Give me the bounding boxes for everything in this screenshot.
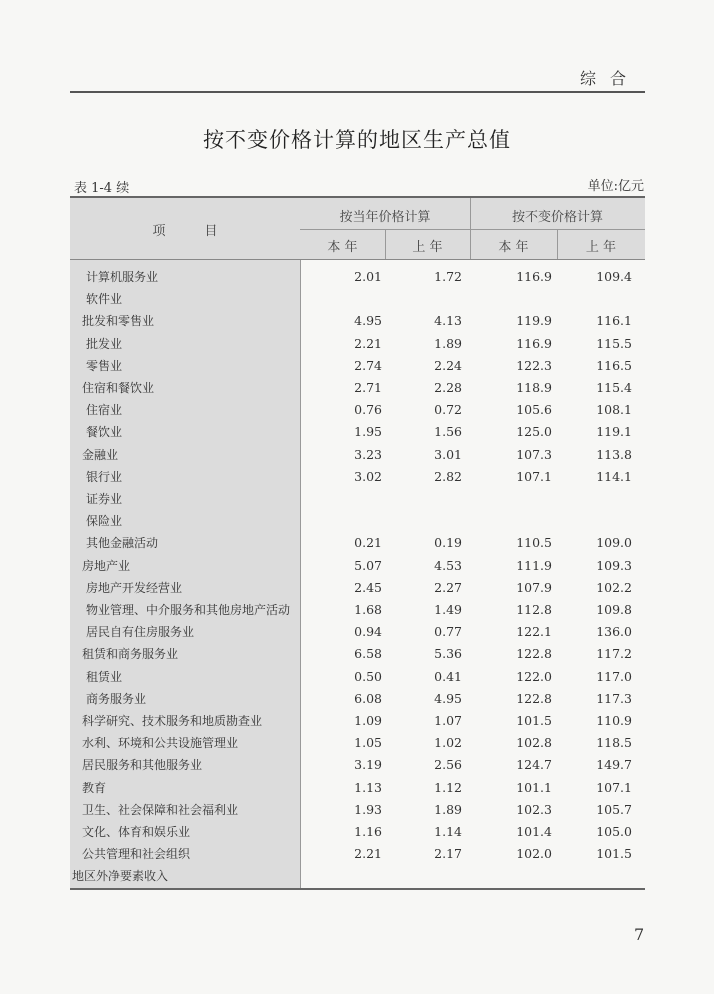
row-label: 保险业 [86, 514, 123, 529]
cell-value: 116.5 [596, 357, 632, 373]
cell-value: 116.9 [516, 335, 552, 351]
cell-value: 112.8 [516, 602, 552, 617]
cell-value: 0.77 [434, 624, 462, 640]
cell-value: 110.5 [516, 535, 552, 551]
cell-value: 119.1 [596, 424, 632, 440]
cell-value: 2.27 [434, 579, 462, 595]
row-label: 租赁和商务服务业 [82, 647, 179, 662]
cell-value: 109.3 [596, 557, 632, 573]
cell-value: 0.21 [354, 535, 382, 551]
cell-value: 101.5 [516, 713, 552, 728]
cell-value: 4.53 [434, 557, 462, 573]
cell-value: 1.13 [354, 779, 382, 795]
cell-value: 2.56 [434, 757, 462, 773]
row-label: 水利、环境和公共设施管理业 [82, 736, 239, 751]
cell-value: 1.16 [354, 824, 382, 839]
cell-value: 2.21 [354, 846, 382, 862]
cell-value: 3.01 [434, 446, 462, 462]
row-label: 居民自有住房服务业 [86, 625, 195, 640]
row-label: 公共管理和社会组织 [82, 847, 191, 862]
cell-value: 108.1 [596, 402, 632, 418]
table-row [70, 399, 645, 421]
cell-value: 2.24 [434, 357, 462, 373]
row-label: 批发和零售业 [82, 314, 155, 329]
cell-value: 102.2 [596, 579, 632, 595]
row-label: 软件业 [86, 292, 123, 307]
cell-value: 1.93 [354, 801, 382, 817]
cell-value: 2.01 [354, 269, 382, 284]
table-row [70, 643, 645, 665]
current-price-header: 按当年价格计算 [339, 210, 431, 225]
table-row [70, 666, 645, 688]
row-label: 房地产业 [82, 558, 131, 573]
cell-value: 105.6 [516, 402, 552, 418]
cell-value: 124.7 [516, 757, 552, 773]
row-label: 居民服务和其他服务业 [82, 758, 203, 773]
cell-value: 122.1 [516, 624, 552, 640]
current-last-year-header: 上 年 [412, 240, 443, 255]
cell-value: 107.3 [516, 446, 552, 462]
row-label: 住宿业 [86, 403, 123, 418]
cell-value: 113.8 [596, 446, 632, 462]
row-label: 物业管理、中介服务和其他房地产活动 [86, 603, 291, 617]
table-row [70, 754, 645, 776]
cell-value: 116.9 [516, 269, 552, 284]
constant-price-header: 按不变价格计算 [511, 210, 603, 225]
row-label: 计算机服务业 [86, 270, 159, 284]
cell-value: 1.49 [434, 602, 462, 617]
cell-value: 102.0 [516, 846, 552, 862]
table-row [70, 444, 645, 466]
table-row [70, 599, 645, 621]
row-label: 金融业 [82, 447, 119, 462]
row-label: 卫生、社会保障和社会福利业 [82, 802, 239, 817]
cell-value: 4.13 [434, 313, 462, 329]
row-label: 租赁业 [86, 669, 123, 684]
cell-value: 107.1 [516, 468, 552, 484]
cell-value: 0.19 [434, 535, 462, 551]
row-label: 住宿和餐饮业 [82, 381, 155, 395]
table-row [70, 355, 645, 377]
table-row [70, 821, 645, 843]
cell-value: 2.74 [354, 357, 382, 373]
cell-value: 105.7 [596, 801, 632, 817]
table-row [70, 466, 645, 488]
cell-value: 6.08 [354, 690, 382, 706]
cell-value: 109.8 [596, 602, 632, 617]
cell-value: 122.3 [516, 357, 552, 373]
table-row [70, 532, 645, 554]
row-label: 零售业 [86, 358, 123, 373]
cell-value: 1.89 [434, 801, 462, 817]
page-number: 7 [634, 925, 645, 944]
cell-value: 1.07 [434, 713, 462, 728]
cell-value: 5.07 [354, 557, 382, 573]
cell-value: 5.36 [434, 646, 462, 662]
cell-value: 4.95 [354, 313, 382, 329]
cell-value: 125.0 [516, 424, 552, 440]
cell-value: 118.5 [596, 735, 632, 751]
cell-value: 0.72 [434, 402, 462, 418]
current-this-year-header: 本 年 [327, 240, 358, 255]
row-label: 科学研究、技术服务和地质勘查业 [82, 714, 263, 728]
cell-value: 102.8 [516, 735, 552, 751]
page-title: 按不变价格计算的地区生产总值 [203, 128, 511, 152]
cell-value: 1.89 [434, 335, 462, 351]
header-divider [470, 198, 471, 259]
table-row [70, 377, 645, 399]
cell-value: 107.1 [596, 779, 632, 795]
cell-value: 2.28 [434, 380, 462, 395]
cell-value: 101.4 [516, 824, 552, 839]
cell-value: 109.4 [596, 269, 632, 284]
header-rule [70, 91, 645, 93]
section-header: 综合 [579, 69, 640, 88]
row-label: 银行业 [86, 469, 123, 484]
table-row [70, 799, 645, 821]
cell-value: 111.9 [516, 557, 552, 573]
cell-value: 4.95 [434, 690, 462, 706]
cell-value: 2.21 [354, 335, 382, 351]
cell-value: 1.12 [434, 779, 462, 795]
table-row [70, 865, 645, 887]
cell-value: 114.1 [596, 468, 632, 484]
cell-value: 2.71 [354, 380, 382, 395]
cell-value: 101.5 [596, 846, 632, 862]
cell-value: 1.02 [434, 735, 462, 751]
row-label: 餐饮业 [86, 425, 123, 440]
cell-value: 136.0 [596, 624, 632, 640]
cell-value: 2.82 [434, 468, 462, 484]
cell-value: 115.5 [596, 335, 632, 351]
constant-this-year-header: 本 年 [498, 240, 529, 255]
table-row [70, 688, 645, 710]
table-row [70, 421, 645, 443]
cell-value: 1.56 [434, 424, 462, 440]
cell-value: 122.8 [516, 646, 552, 662]
table-row [70, 266, 645, 288]
table-row [70, 710, 645, 732]
table-number: 表 1-4 续 [74, 181, 130, 196]
cell-value: 102.3 [516, 801, 552, 817]
cell-value: 119.9 [516, 313, 552, 329]
cell-value: 107.9 [516, 579, 552, 595]
cell-value: 122.8 [516, 690, 552, 706]
cell-value: 118.9 [516, 380, 552, 395]
row-label: 地区外净要素收入 [72, 869, 169, 884]
row-label: 房地产开发经营业 [86, 580, 183, 595]
cell-value: 117.2 [596, 646, 632, 662]
cell-value: 1.95 [354, 424, 382, 440]
header-divider [557, 229, 558, 259]
cell-value: 3.19 [354, 757, 382, 773]
cell-value: 6.58 [354, 646, 382, 662]
cell-value: 2.17 [434, 846, 462, 862]
table-row [70, 732, 645, 754]
cell-value: 0.41 [434, 668, 462, 684]
cell-value: 2.45 [354, 579, 382, 595]
cell-value: 1.68 [354, 602, 382, 617]
constant-last-year-header: 上 年 [585, 240, 617, 255]
cell-value: 1.72 [434, 269, 462, 284]
table-row [70, 621, 645, 643]
cell-value: 117.3 [596, 690, 632, 706]
cell-value: 0.76 [354, 402, 382, 418]
cell-value: 122.0 [516, 668, 552, 684]
cell-value: 3.23 [354, 446, 382, 462]
cell-value: 1.05 [354, 735, 382, 751]
cell-value: 110.9 [596, 713, 632, 728]
cell-value: 149.7 [596, 757, 632, 773]
cell-value: 109.0 [596, 535, 632, 551]
row-label: 证券业 [86, 492, 123, 506]
unit-label: 单位:亿元 [587, 179, 644, 194]
header-divider [385, 229, 386, 259]
table-row [70, 843, 645, 865]
cell-value: 117.0 [596, 668, 632, 684]
cell-value: 105.0 [596, 824, 632, 839]
cell-value: 101.1 [516, 779, 552, 795]
gdp-table [70, 196, 645, 890]
header-divider [300, 229, 645, 230]
cell-value: 1.09 [354, 713, 382, 728]
cell-value: 0.94 [354, 624, 382, 640]
table-row [70, 777, 645, 799]
cell-value: 115.4 [596, 380, 632, 395]
table-row [70, 555, 645, 577]
table-row [70, 333, 645, 355]
item-header: 项 目 [152, 224, 218, 239]
row-label: 教育 [82, 780, 107, 795]
cell-value: 0.50 [354, 668, 382, 684]
cell-value: 1.14 [434, 824, 462, 839]
cell-value: 3.02 [354, 468, 382, 484]
cell-value: 116.1 [596, 313, 632, 329]
row-label: 文化、体育和娱乐业 [82, 825, 191, 839]
row-label: 其他金融活动 [86, 536, 159, 551]
table-row [70, 288, 645, 310]
table-row [70, 577, 645, 599]
table-row [70, 488, 645, 510]
row-label: 批发业 [86, 336, 123, 351]
row-label: 商务服务业 [86, 691, 147, 706]
table-row [70, 510, 645, 532]
table-row [70, 310, 645, 332]
